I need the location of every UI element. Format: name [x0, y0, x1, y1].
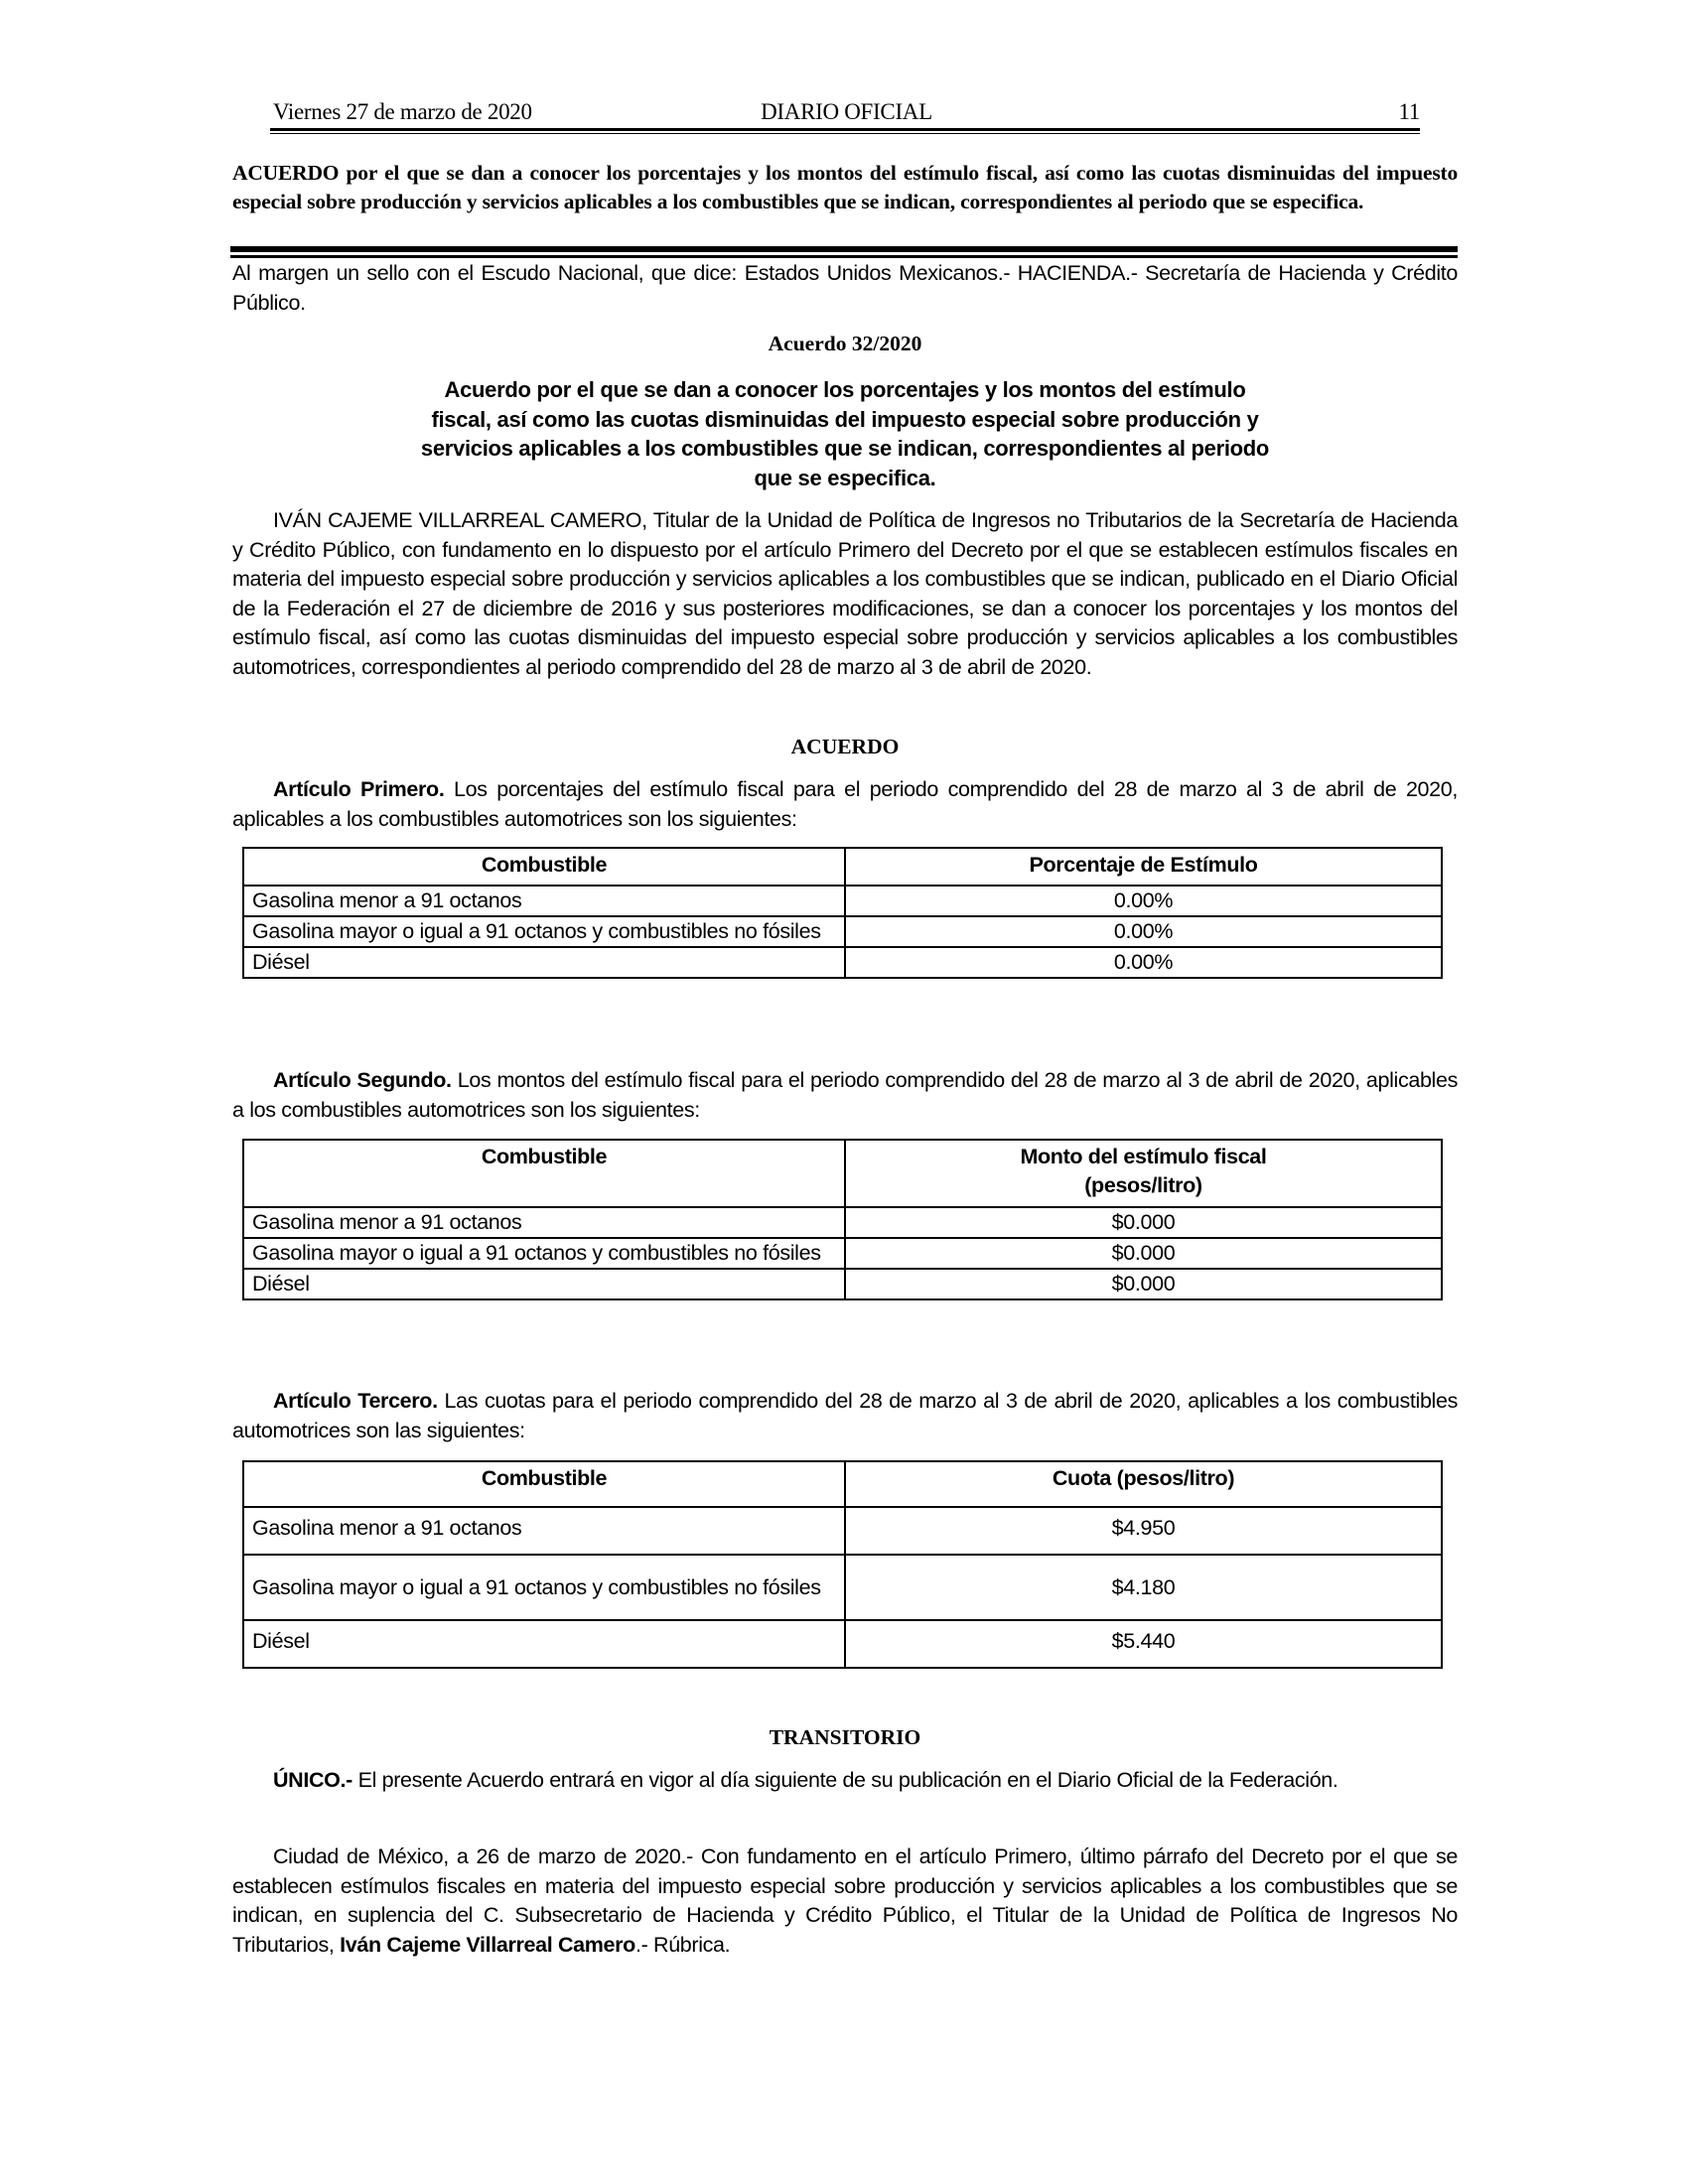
document-title: ACUERDO por el que se dan a conocer los porcentajes y los montos del estímulo fiscal, así como las cuotas disminuidas del impuesto especial sobre producción y servicios aplicables a los combustibles que se indican, correspondientes al periodo que se especifica. [232, 161, 1458, 213]
title-rule [230, 246, 1458, 258]
section-heading-acuerdo: ACUERDO [790, 735, 900, 758]
closing-paragraph [232, 1843, 1458, 1960]
column-header: Cuota (pesos/litro) [845, 1461, 1442, 1507]
table-row [243, 947, 1442, 978]
table-header-row [243, 1140, 1442, 1207]
fuel-cell: Gasolina mayor o igual a 91 octanos y combustibles no fósiles [243, 1555, 845, 1620]
value-cell: 0.00% [845, 886, 1442, 916]
value-cell: $4.950 [845, 1507, 1442, 1555]
table-row [243, 886, 1442, 916]
value-cell: 0.00% [845, 947, 1442, 978]
article-second [232, 1066, 1458, 1125]
publication-name: DIARIO OFICIAL [761, 99, 932, 124]
table-row [243, 1555, 1442, 1620]
article-label: Artículo Primero. [273, 777, 445, 801]
column-header: Combustible [243, 1140, 845, 1207]
fuel-cell: Gasolina mayor o igual a 91 octanos y combustibles no fósiles [243, 1238, 845, 1269]
stimulus-amount-table [242, 1139, 1443, 1300]
fuel-cell: Gasolina menor a 91 octanos [243, 886, 845, 916]
value-cell: $0.000 [845, 1238, 1442, 1269]
table-row [243, 1507, 1442, 1555]
table-row [243, 1238, 1442, 1269]
fuel-cell: Gasolina mayor o igual a 91 octanos y combustibles no fósiles [243, 916, 845, 947]
value-cell: $5.440 [845, 1620, 1442, 1668]
value-cell: $0.000 [845, 1269, 1442, 1299]
value-cell: $4.180 [845, 1555, 1442, 1620]
seal-note: Al margen un sello con el Escudo Nacional, que dice: Estados Unidos Mexicanos.- HACIENDA.- Secretaría de Hacienda y Crédito Público. [232, 261, 1458, 315]
unico-text: El presente Acuerdo entrará en vigor al día siguiente de su publicación en el Diario Oficial de la Federación. [352, 1768, 1338, 1792]
unico-label: ÚNICO.- [273, 1768, 352, 1792]
page-number: 11 [1398, 99, 1420, 124]
fuel-cell: Diésel [243, 947, 845, 978]
agreement-subtitle: Acuerdo por el que se dan a conocer los porcentajes y los montos del estímulo fiscal, así como las cuotas disminuidas del impuesto especial sobre producción y servicios aplicables a los combustibles que se indican, correspondientes al periodo que se especifica. [420, 377, 1270, 490]
article-text: Los montos del estímulo fiscal para el periodo comprendido del 28 de marzo al 3 de abril de 2020, aplicables a los combustibles automotrices son los siguientes: [232, 1068, 1458, 1122]
fee-table [242, 1460, 1443, 1669]
table-header-row [243, 848, 1442, 886]
value-cell: 0.00% [845, 916, 1442, 947]
column-header: Combustible [243, 1461, 845, 1507]
value-cell: $0.000 [845, 1207, 1442, 1238]
table-row [243, 1620, 1442, 1668]
issue-date: Viernes 27 de marzo de 2020 [273, 99, 532, 124]
fuel-cell: Gasolina menor a 91 octanos [243, 1507, 845, 1555]
closing-text: Ciudad de México, a 26 de marzo de 2020.- Con fundamento en el artículo Primero, último párrafo del Decreto por el que se establecen estímulos fiscales en materia del impuesto especial sobre producción y servicios aplicables a los combustibles que se indican, en suplencia del C. Subsecretario de Hacienda y Crédito Público, el Titular de la Unidad de Política de Ingresos No Tributarios, [232, 1844, 1458, 1957]
table-row [243, 916, 1442, 947]
article-text: Los porcentajes del estímulo fiscal para el periodo comprendido del 28 de marzo al 3 de abril de 2020, aplicables a los combustibles automotrices son los siguientes: [232, 777, 1458, 831]
fuel-cell: Gasolina menor a 91 octanos [243, 1207, 845, 1238]
header-rule [270, 128, 1420, 134]
table-header-row [243, 1461, 1442, 1507]
article-third [232, 1387, 1458, 1445]
article-label: Artículo Tercero. [273, 1389, 438, 1413]
table-row [243, 1269, 1442, 1299]
unico-paragraph [232, 1766, 1458, 1796]
fuel-cell: Diésel [243, 1620, 845, 1668]
column-header: Porcentaje de Estímulo [845, 848, 1442, 886]
stimulus-percentage-table [242, 847, 1443, 979]
fuel-cell: Diésel [243, 1269, 845, 1299]
column-header [845, 1140, 1442, 1207]
article-label: Artículo Segundo. [273, 1068, 452, 1092]
preamble-paragraph: IVÁN CAJEME VILLARREAL CAMERO, Titular de la Unidad de Política de Ingresos no Tributarios de la Secretaría de Hacienda y Crédito Público, con fundamento en lo dispuesto por el artículo Primero del Decreto por el que se establecen estímulos fiscales en materia del impuesto especial sobre producción y servicios aplicables a los combustibles que se indican, publicado en el Diario Oficial de la Federación el 27 de diciembre de 2016 y sus posteriores modificaciones, se dan a conocer los porcentajes y los montos del estímulo fiscal, así como las cuotas disminuidas del impuesto especial sobre producción y servicios aplicables a los combustibles automotrices, correspondientes al periodo comprendido del 28 de marzo al 3 de abril de 2020. [232, 508, 1458, 679]
article-first [232, 775, 1458, 834]
running-head [273, 95, 1420, 125]
signatory-name: Iván Cajeme Villarreal Camero [340, 1932, 635, 1957]
column-header-line: (pesos/litro) [1084, 1173, 1202, 1197]
table-row [243, 1207, 1442, 1238]
column-header: Combustible [243, 848, 845, 886]
column-header-line: Monto del estímulo fiscal [1020, 1145, 1267, 1168]
closing-suffix: .- Rúbrica. [634, 1932, 731, 1957]
article-text: Las cuotas para el periodo comprendido del 28 de marzo al 3 de abril de 2020, aplicables a los combustibles automotrices son las siguientes: [232, 1389, 1458, 1442]
section-heading-transitorio: TRANSITORIO [769, 1725, 921, 1749]
agreement-number: Acuerdo 32/2020 [768, 332, 922, 355]
